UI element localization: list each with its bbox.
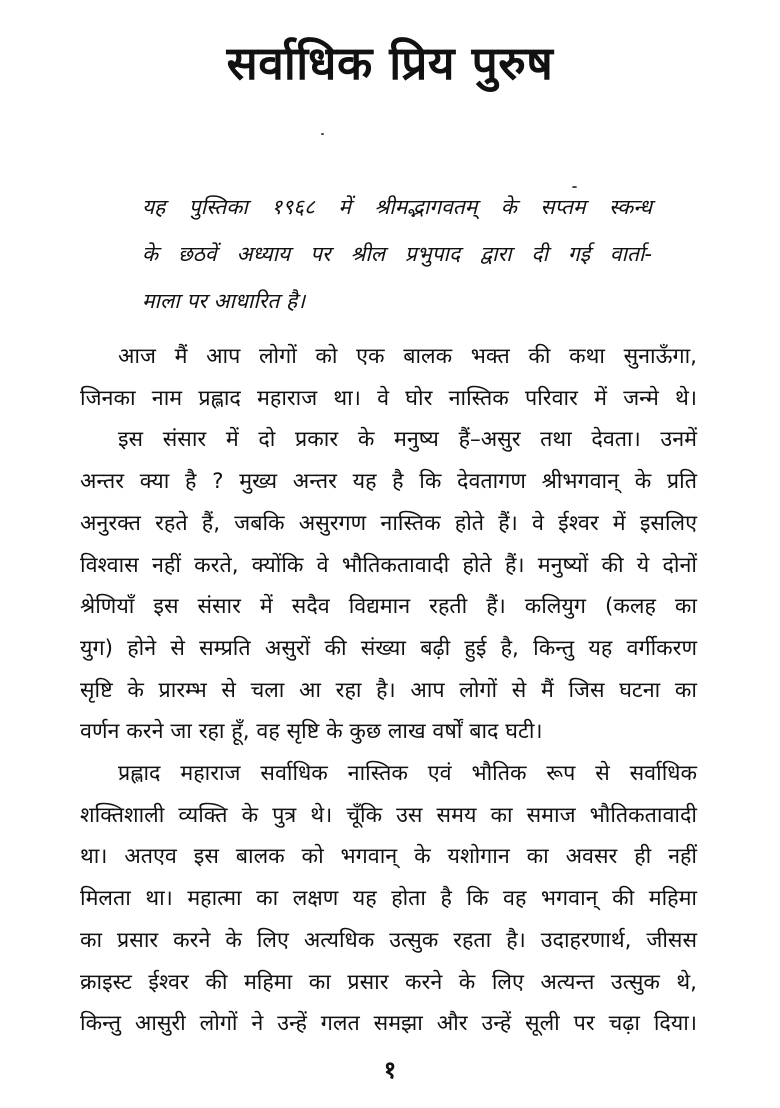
paragraph-line: श्रेणियाँ इस संसार में सदैव विद्यमान रहती हैं। कलियुग (कलह का bbox=[80, 594, 697, 620]
intro-note bbox=[142, 184, 652, 325]
paragraph-line: जिनका नाम प्रह्लाद महाराज था। वे घोर नास्तिक परिवार में जन्मे थे। bbox=[80, 385, 697, 411]
body-text bbox=[80, 336, 697, 1045]
paragraph-line: शक्तिशाली व्यक्ति के पुत्र थे। चूँकि उस समय का समाज भौतिकतावादी bbox=[80, 802, 697, 828]
intro-line: माला पर आधारित है। bbox=[142, 289, 306, 313]
paragraph-line: था। अतएव इस बालक को भगवान् के यशोगान का अवसर ही नहीं bbox=[80, 844, 697, 870]
paragraph-line: अन्तर क्या है ? मुख्य अन्तर यह है कि देवतागण श्रीभगवान् के प्रति bbox=[80, 469, 697, 495]
page-title: सर्वाधिक प्रिय पुरुष bbox=[226, 36, 554, 90]
paragraph-line: इस संसार में दो प्रकार के मनुष्य हैं–असुर तथा देवता। उनमें bbox=[118, 427, 697, 453]
paragraph-line: विश्वास नहीं करते, क्योंकि वे भौतिकतावादी होते हैं। मनुष्यों की ये दोनों bbox=[80, 552, 697, 578]
paragraph-line: का प्रसार करने के लिए अत्यधिक उत्सुक रहता है। उदाहरणार्थ, जीसस bbox=[80, 927, 697, 953]
print-speck bbox=[321, 133, 324, 135]
paragraph-line: मिलता था। महात्मा का लक्षण यह होता है कि वह भगवान् की महिमा bbox=[80, 886, 697, 912]
paragraph-line: युग) होने से सम्प्रति असुरों की संख्या बढ़ी हुई है, किन्तु यह वर्गीकरण bbox=[80, 635, 697, 661]
intro-line: के छठवें अध्याय पर श्रील प्रभुपाद द्वारा दी गई वार्ता- bbox=[142, 242, 652, 266]
paragraph-line: प्रह्लाद महाराज सर्वाधिक नास्तिक एवं भौतिक रूप से सर्वाधिक bbox=[118, 761, 697, 787]
paragraph-line: किन्तु आसुरी लोगों ने उन्हें गलत समझा और उन्हें सूली पर चढ़ा दिया। bbox=[80, 1011, 697, 1037]
paragraph-line: क्राइस्ट ईश्वर की महिमा का प्रसार करने के लिए अत्यन्त उत्सुक थे, bbox=[80, 969, 697, 995]
paragraph-line: अनुरक्त रहते हैं, जबकि असुरगण नास्तिक होते हैं। वे ईश्वर में इसलिए bbox=[80, 510, 697, 536]
intro-line: यह पुस्तिका १९६८ में श्रीमद्भागवतम् के सप्तम स्कन्ध bbox=[142, 195, 652, 219]
paragraph-line: वर्णन करने जा रहा हूँ, वह सृष्टि के कुछ लाख वर्षों बाद घटी। bbox=[80, 719, 543, 745]
page-number: १ bbox=[383, 1056, 397, 1084]
paragraph-line: आज मैं आप लोगों को एक बालक भक्त की कथा सुनाऊँगा, bbox=[118, 344, 697, 369]
paragraph-line: सृष्टि के प्रारम्भ से चला आ रहा है। आप लोगों से मैं जिस घटना का bbox=[80, 677, 697, 703]
